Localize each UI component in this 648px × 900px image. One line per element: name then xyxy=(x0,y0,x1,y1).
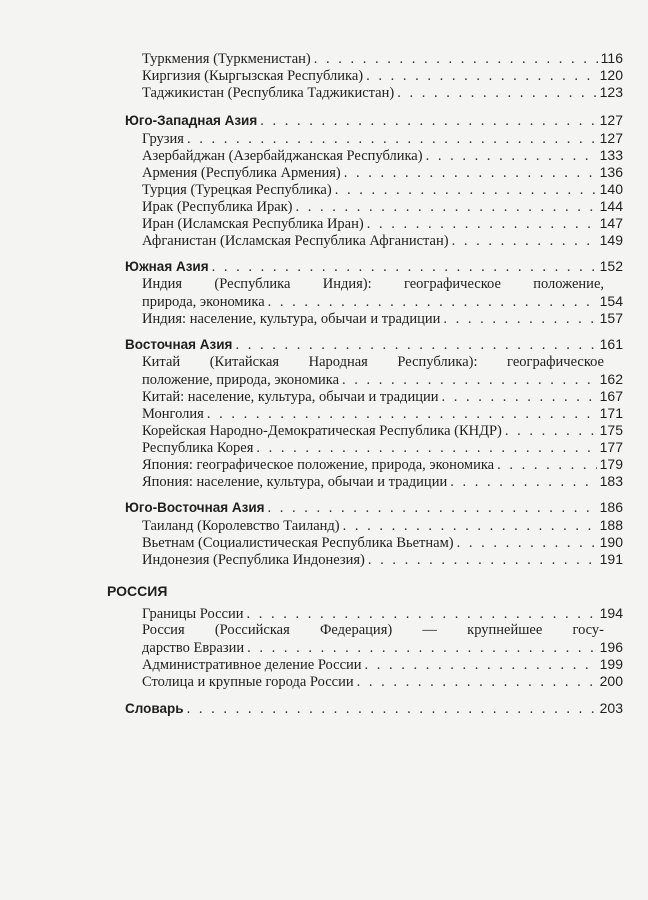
page-number: 183 xyxy=(599,473,623,489)
toc-entry-line1: Китай (Китайская Народная Республика): географическое xyxy=(142,354,604,370)
toc-entry-line1: Россия (Российская Федерация) — крупнейшее госу- xyxy=(142,622,604,638)
toc-entry: положение, природа, экономика . . . 162 xyxy=(142,371,623,389)
toc-entry: Административное деление России . . . 199 xyxy=(142,656,623,674)
page-number: 152 xyxy=(599,258,623,274)
toc-entry: Таджикистан (Республика Таджикистан) . . . 123 xyxy=(142,84,623,102)
toc-entry: Монголия . . . 171 xyxy=(142,405,623,423)
toc-entry: Вьетнам (Социалистическая Республика Вьетнам) . . . 190 xyxy=(142,534,623,552)
toc-glossary-heading: Словарь . . . 203 xyxy=(125,700,623,718)
page-number: 140 xyxy=(599,181,623,197)
toc-entry: Китай: население, культура, обычаи и традиции . . . 167 xyxy=(142,388,623,406)
toc-entry: природа, экономика . . . 154 xyxy=(142,293,623,311)
toc-entry: Турция (Турецкая Республика) . . . 140 xyxy=(142,181,623,199)
page-number: 196 xyxy=(599,639,623,655)
toc-entry: Иран (Исламская Республика Иран) . . . 147 xyxy=(142,215,623,233)
page-number: 133 xyxy=(599,147,623,163)
page-number: 167 xyxy=(599,388,623,404)
toc-entry: Армения (Республика Армения) . . . 136 xyxy=(142,164,623,182)
toc-entry: Ирак (Республика Ирак) . . . 144 xyxy=(142,198,623,216)
page-number: 144 xyxy=(599,198,623,214)
page-number: 179 xyxy=(599,456,623,472)
page-number: 200 xyxy=(599,673,623,689)
page-number: 175 xyxy=(599,422,623,438)
page-number: 123 xyxy=(599,84,623,100)
toc-entry: Индонезия (Республика Индонезия) . . . 191 xyxy=(142,551,623,569)
page-number: 136 xyxy=(599,164,623,180)
page-number: 186 xyxy=(599,499,623,515)
page-number: 177 xyxy=(599,439,623,455)
page-number: 203 xyxy=(599,700,623,716)
toc-entry: Столица и крупные города России . . . 200 xyxy=(142,673,623,691)
page-number: 120 xyxy=(599,67,623,83)
page-number: 127 xyxy=(599,112,623,128)
toc-entry: Границы России . . . 194 xyxy=(142,605,623,623)
toc-entry: Япония: население, культура, обычаи и традиции . . . 183 xyxy=(142,473,623,491)
toc-region-heading: Восточная Азия . . . 161 xyxy=(125,336,623,354)
page-number: 116 xyxy=(600,50,623,66)
page-number: 188 xyxy=(599,517,623,533)
toc-entry: Афганистан (Исламская Республика Афганистан) . . . 149 xyxy=(142,232,623,250)
page-number: 191 xyxy=(599,551,623,567)
section-heading-russia: РОССИЯ xyxy=(107,583,168,599)
page-number: 154 xyxy=(599,293,623,309)
toc-entry: Грузия . . . 127 xyxy=(142,130,623,148)
toc-region-heading: Юго-Восточная Азия . . . 186 xyxy=(125,499,623,517)
page-number: 149 xyxy=(599,232,623,248)
toc-entry: дарство Евразии . . . 196 xyxy=(142,639,623,657)
toc-entry-line1: Индия (Республика Индия): географическое положение, xyxy=(142,276,604,292)
toc-entry: Азербайджан (Азербайджанская Республика) . . . 133 xyxy=(142,147,623,165)
page-number: 157 xyxy=(599,310,623,326)
page-number: 171 xyxy=(599,405,623,421)
page-number: 190 xyxy=(599,534,623,550)
page-number: 162 xyxy=(599,371,623,387)
toc-entry: Корейская Народно-Демократическая Республика (КНДР) . . . 175 xyxy=(142,422,623,440)
page-number: 147 xyxy=(599,215,623,231)
toc-entry: Индия: население, культура, обычаи и традиции . . . 157 xyxy=(142,310,623,328)
toc-region-heading: Южная Азия . . . 152 xyxy=(125,258,623,276)
toc-entry: Япония: географическое положение, природа, экономика . . . 179 xyxy=(142,456,623,474)
toc-entry: Туркмения (Туркменистан) . . . 116 xyxy=(142,50,623,68)
page-number: 194 xyxy=(599,605,623,621)
toc-entry: Таиланд (Королевство Таиланд) . . . 188 xyxy=(142,517,623,535)
toc-entry: Киргизия (Кыргызская Республика) . . . 120 xyxy=(142,67,623,85)
page-number: 127 xyxy=(599,130,623,146)
toc-region-heading: Юго-Западная Азия . . . 127 xyxy=(125,112,623,130)
page-number: 199 xyxy=(599,656,623,672)
toc-entry: Республика Корея . . . 177 xyxy=(142,439,623,457)
page-number: 161 xyxy=(599,336,623,352)
